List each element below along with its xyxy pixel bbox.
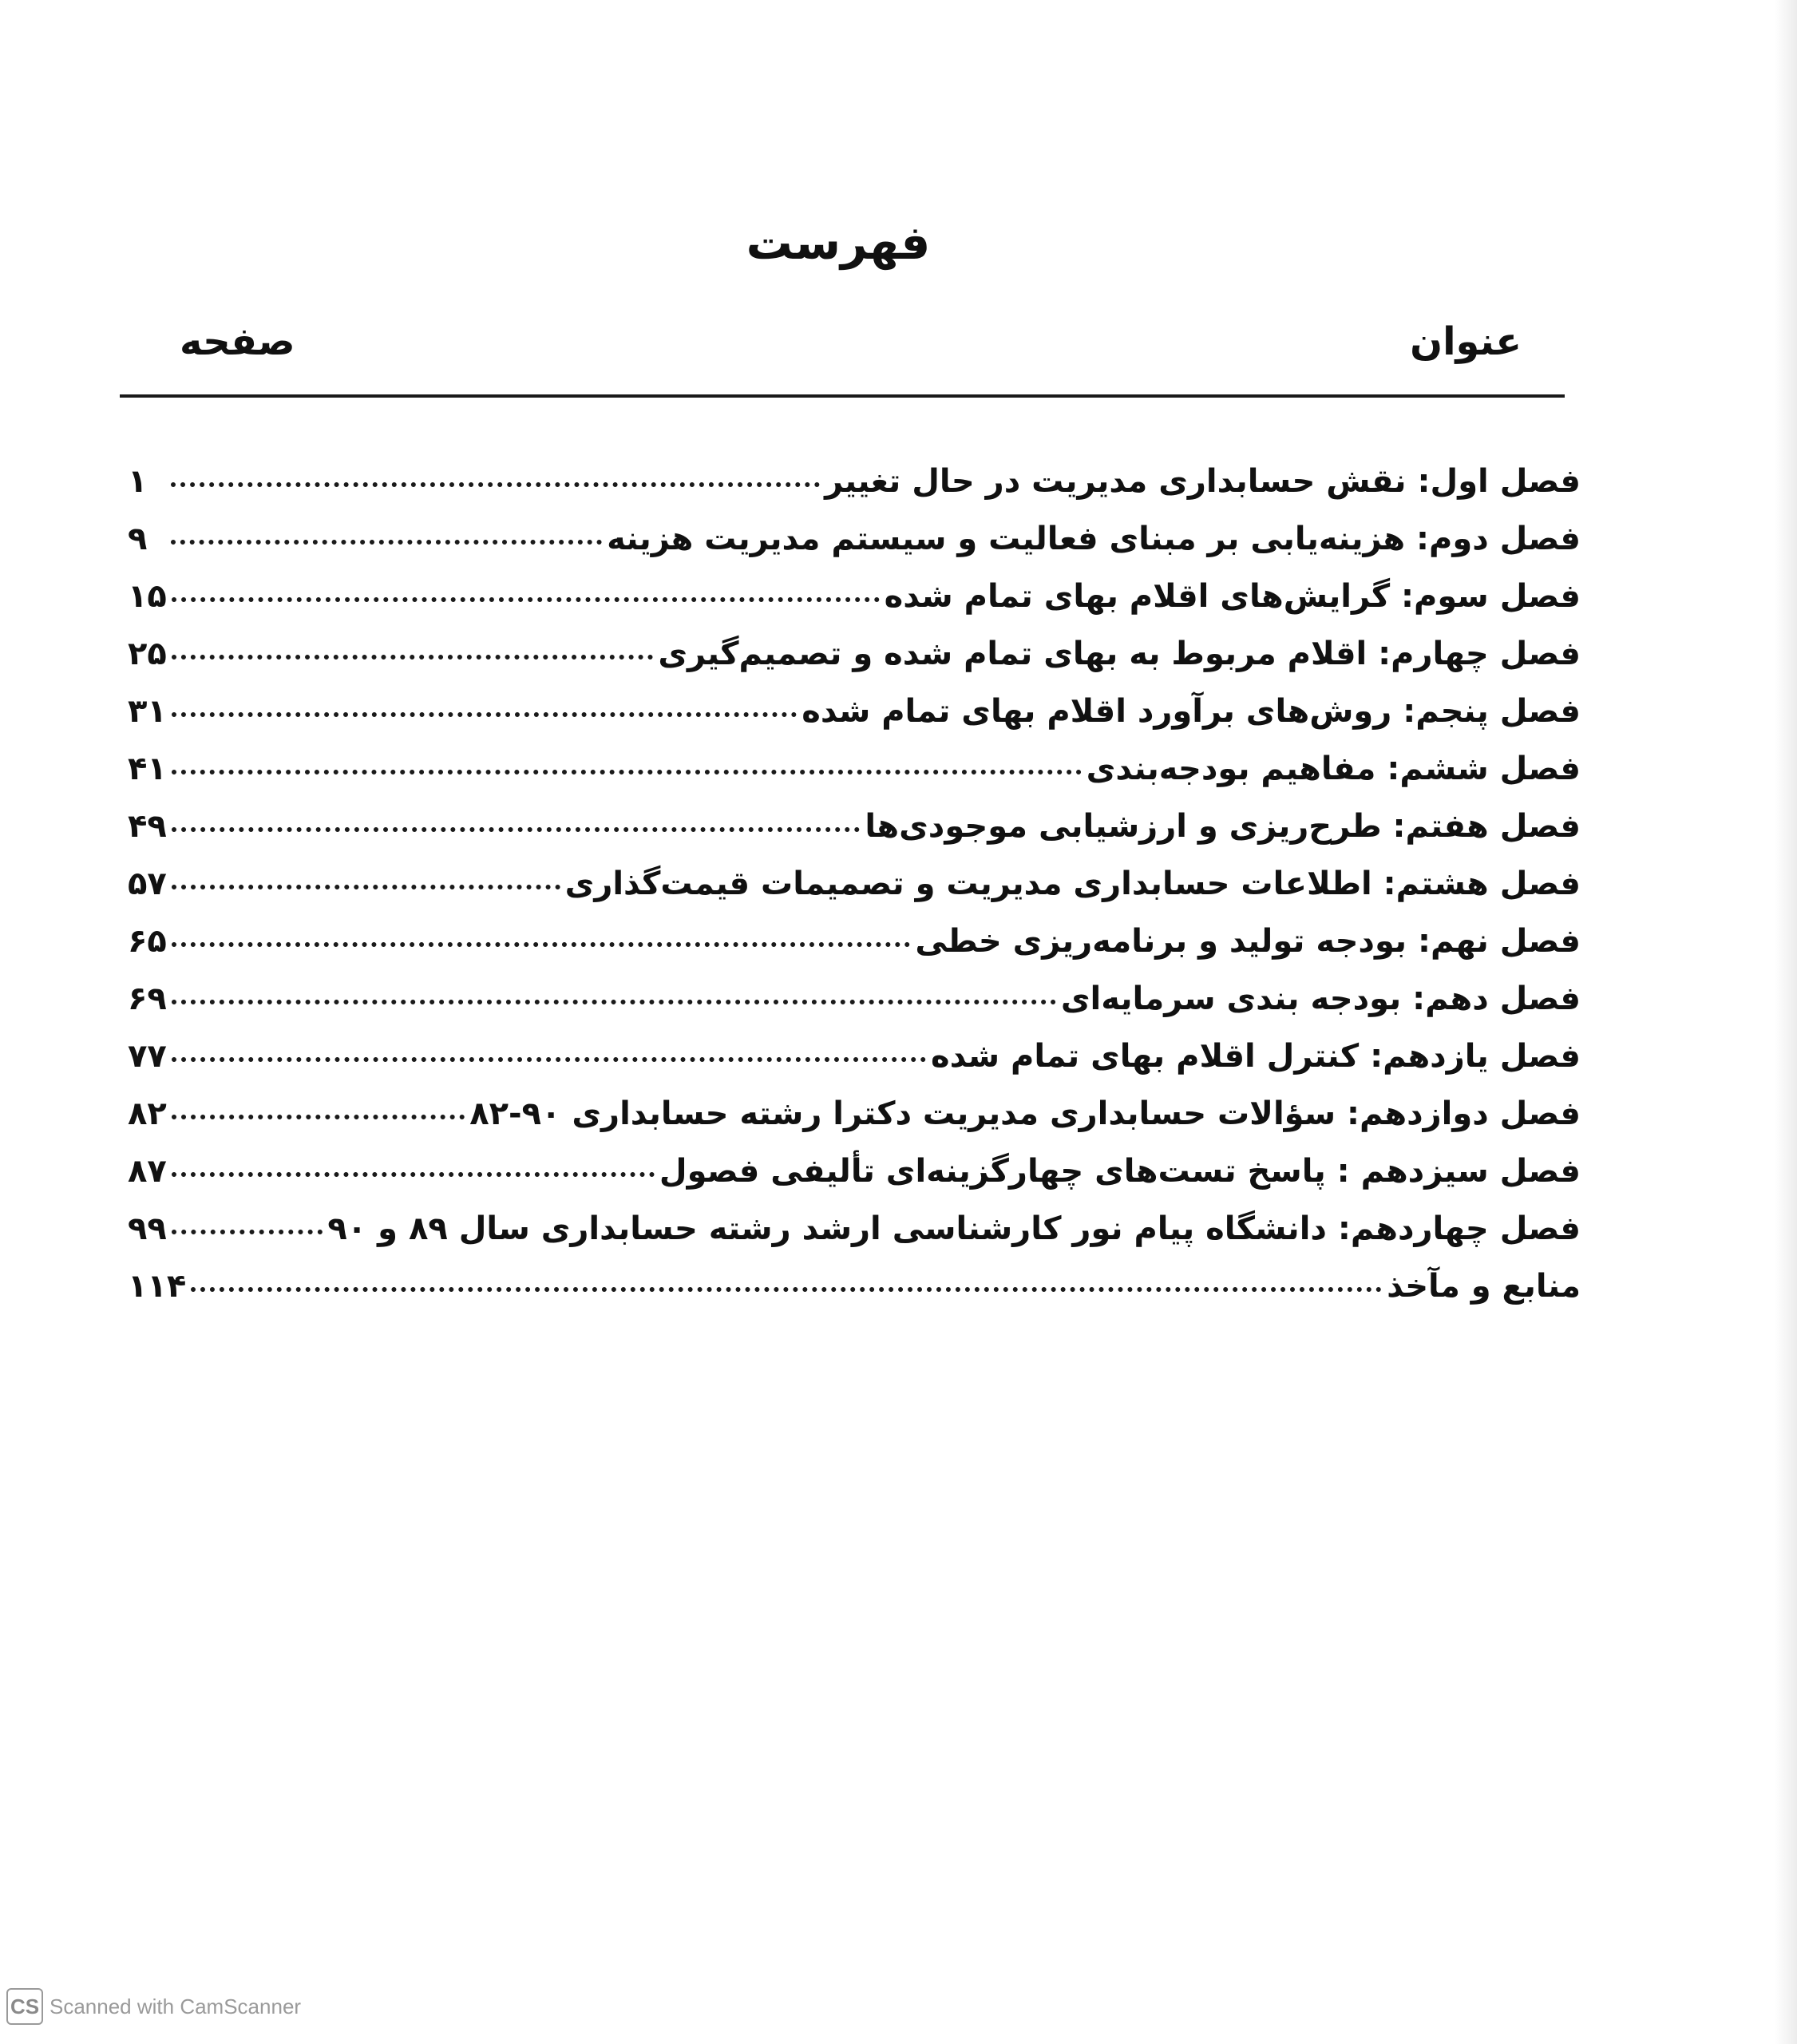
dot-leader [191,1287,1382,1292]
toc-entry-page: ۹۹ [128,1210,167,1247]
toc-entry-title: فصل اول: نقش حسابداری مدیریت در حال تغییر [825,463,1581,500]
toc-entry-page: ۴۹ [128,808,167,845]
toc-entry [128,1210,1581,1268]
dot-leader [172,1230,323,1234]
toc-entry-title: فصل نهم: بودجه تولید و برنامه‌ریزی خطی [915,923,1581,960]
toc-entry [128,1095,1581,1153]
dot-leader [172,827,861,832]
toc-entry-page: ۱ [128,463,148,500]
dot-leader [172,942,911,947]
toc-entry [128,636,1581,693]
toc-entry [128,980,1581,1038]
header-divider [120,394,1565,398]
toc-entry-title: فصل چهاردهم: دانشگاه پیام نور کارشناسی ارشد رشته حسابداری سال ۸۹ و ۹۰ [327,1210,1581,1247]
toc-entry [128,866,1581,923]
toc-entry-page: ۶۹ [128,980,167,1017]
toc-entry [128,751,1581,808]
toc-entry-title: فصل سوم: گرایش‌های اقلام بهای تمام شده [884,578,1581,615]
toc-entry-title: فصل چهارم: اقلام مربوط به بهای تمام شده و تصمیم‌گیری [658,636,1581,672]
toc-entry-page: ۹ [128,521,148,557]
toc-entry [128,693,1581,751]
dot-leader [172,655,654,660]
toc-entry [128,1038,1581,1095]
toc-entry-title: منابع و مآخذ [1387,1268,1581,1305]
toc-entry-title: فصل دهم: بودجه بندی سرمایه‌ای [1060,980,1581,1017]
toc-entry [128,1268,1581,1325]
toc-entry [128,463,1581,521]
toc-entry-title: فصل یازدهم: کنترل اقلام بهای تمام شده [931,1038,1581,1075]
scanner-watermark: Scanned with CamScanner [49,1994,302,2018]
dot-leader [171,540,602,545]
toc-entry-title: فصل دوم: هزینه‌یابی بر مبنای فعالیت و سیستم مدیریت هزینه [607,521,1581,557]
toc-entry-page: ۵۷ [128,866,167,902]
page-title: فهرست [746,216,931,270]
toc-entry [128,923,1581,980]
toc-entry-page: ۳۱ [128,693,167,730]
toc-entry [128,1153,1581,1210]
toc-entry-page: ۱۱۴ [128,1268,187,1305]
toc-entry-page: ۲۵ [128,636,167,672]
toc-entry [128,521,1581,578]
scanned-page-edge [1775,0,1797,2044]
toc-entry-page: ۷۷ [128,1038,167,1075]
toc-entry [128,578,1581,636]
toc-entry-page: ۶۵ [128,923,167,960]
column-header-title: عنوان [1410,319,1522,364]
toc-entry-page: ۸۲ [128,1095,167,1132]
toc-entry-title: فصل هشتم: اطلاعات حسابداری مدیریت و تصمیمات قیمت‌گذاری [564,866,1581,902]
toc-entry [128,808,1581,866]
dot-leader [172,1115,465,1119]
toc-entry-title: فصل ششم: مفاهیم بودجه‌بندی [1086,751,1581,787]
dot-leader [172,1000,1056,1004]
dot-leader [172,712,797,717]
toc-entry-title: فصل هفتم: طرح‌ریزی و ارزشیابی موجودی‌ها [865,808,1581,845]
toc-entry-page: ۴۱ [128,751,167,787]
dot-leader [172,770,1082,774]
toc-entry-page: ۸۷ [128,1153,167,1190]
camscanner-logo-icon: CS [6,1988,43,2025]
dot-leader [171,482,820,487]
dot-leader [172,885,560,889]
dot-leader [172,1172,655,1177]
toc-entry-title: فصل دوازدهم: سؤالات حسابداری مدیریت دکترا رشته حسابداری ۹۰-۸۲ [469,1095,1581,1132]
toc-entry-title: فصل پنجم: روش‌های برآورد اقلام بهای تمام شده [802,693,1581,730]
table-of-contents [128,463,1581,1325]
dot-leader [172,1057,926,1062]
toc-entry-page: ۱۵ [128,578,167,615]
dot-leader [172,597,880,602]
column-header-page: صفحه [180,319,295,364]
toc-entry-title: فصل سیزدهم : پاسخ تست‌های چهارگزینه‌ای تألیفی فصول [659,1153,1581,1190]
